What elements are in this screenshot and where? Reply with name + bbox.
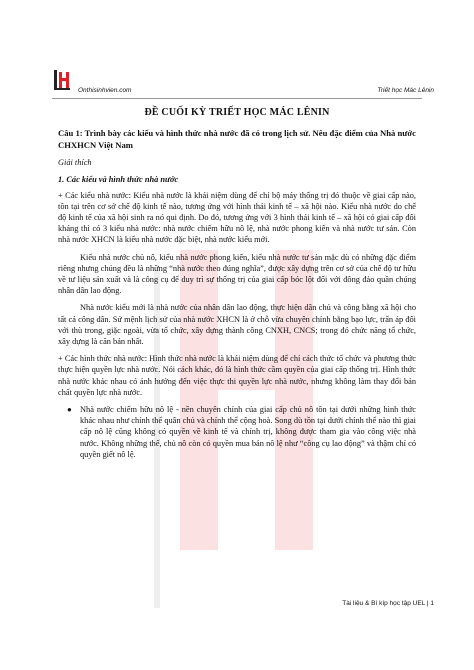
- site-logo-icon: [54, 70, 74, 90]
- page-title: ĐỀ CUỐI KỲ TRIẾT HỌC MÁC LÊNIN: [144, 107, 330, 118]
- bullet-icon: ●: [67, 405, 72, 415]
- list-item: [67, 404, 416, 460]
- document-body: [58, 107, 416, 460]
- page-footer: Tài liệu & Bí kíp học tập UEL | 1: [342, 600, 434, 607]
- bullet-text: Nhà nước chiếm hữu nô lệ - nền chuyên chính của giai cấp chủ nô tồn tại dưới những hình thức khác nhau như chính thể quân chủ và chính thể cộng hoà. Song dù tồn tại dưới chính thể nào thì giai cấp nô lệ cũng không có quyền về kinh tế và chính trị, không được tham gia vào công việc nhà nước. Không những thế, chủ nô còn có quyền mua bán nô lệ như “công cụ lao động” và thậm chí có quyền giết nô lệ.: [80, 405, 416, 459]
- paragraph-state-forms: + Các hình thức nhà nước: Hình thức nhà nước là khái niệm dùng để chỉ cách thức tổ chức và phương thức thực hiện quyền lực nhà nước. Nói cách khác, đó là hình thức cầm quyền của giai cấp thống trị. Hình thức nhà nước khác nhau có ảnh hưởng đến việc thực thi quyền lực nhà nước, nhưng không làm thay đổi bản chất quyền lực nhà nước.: [58, 354, 416, 397]
- document-topic: Triết học Mác Lênin: [377, 87, 434, 94]
- paragraph-state-types: + Các kiểu nhà nước: Kiểu nhà nước là khái niệm dùng để chỉ bộ máy thống trị đó thuộc về giai cấp nào, tồn tại trên cơ sở chế độ kinh tế nào, tương ứng với hình thái kinh tế – xã hội nào. Kiểu nhà nước do chế độ kinh tế của xã hội sinh ra nó qui định. Do đó, tương ứng với 3 hình thái kinh tế – xã hội có giai cấp đối kháng thì có 3 kiểu nhà nước: nhà nước chiếm hữu nô lệ, nhà nước phong kiến và nhà nước tư sản. Còn nhà nước XHCN là kiểu nhà nước đặc biệt, nhà nước kiểu mới.: [58, 190, 416, 245]
- page-header: [40, 70, 434, 100]
- site-name[interactable]: Onthisinhvien.com: [78, 87, 132, 94]
- paragraph-exploiting-states: Kiểu nhà nước chủ nô, kiểu nhà nước phong kiến, kiểu nhà nước tư sản mặc dù có những đặc điểm riêng nhưng chúng đều là những “nhà nước theo đúng nghĩa”, được xây dựng trên cơ sở của chế độ tư hữu về tư liệu sản xuất và là công cụ để duy trì sự thống trị của giai cấp bóc lột đối với đông đảo quần chúng nhân dân lao động.: [58, 252, 416, 296]
- section-heading: 1. Các kiểu và hình thức nhà nước: [58, 175, 179, 185]
- explain-label: Giải thích: [58, 158, 92, 168]
- question-heading: Câu 1: Trình bày các kiểu và hình thức nhà nước đã có trong lịch sử. Nêu đặc điểm của Nhà nước CHXHCN Việt Nam: [58, 128, 416, 150]
- header-divider: [52, 98, 422, 99]
- paragraph-new-state: Nhà nước kiểu mới là nhà nước của nhân dân lao động, thực hiện dân chủ và công bằng xã hội cho tất cả công dân. Sứ mệnh lịch sử của nhà nước XHCN là ở chỗ vừa chuyên chính bằng bạo lực, trấn áp đối với thù trong, giặc ngoài, vừa tổ chức, xây dựng thành công CNXH, CNCS; trong đó chức năng tổ chức, xây dựng là căn bản nhất.: [58, 303, 416, 347]
- bullet-list: [58, 404, 416, 460]
